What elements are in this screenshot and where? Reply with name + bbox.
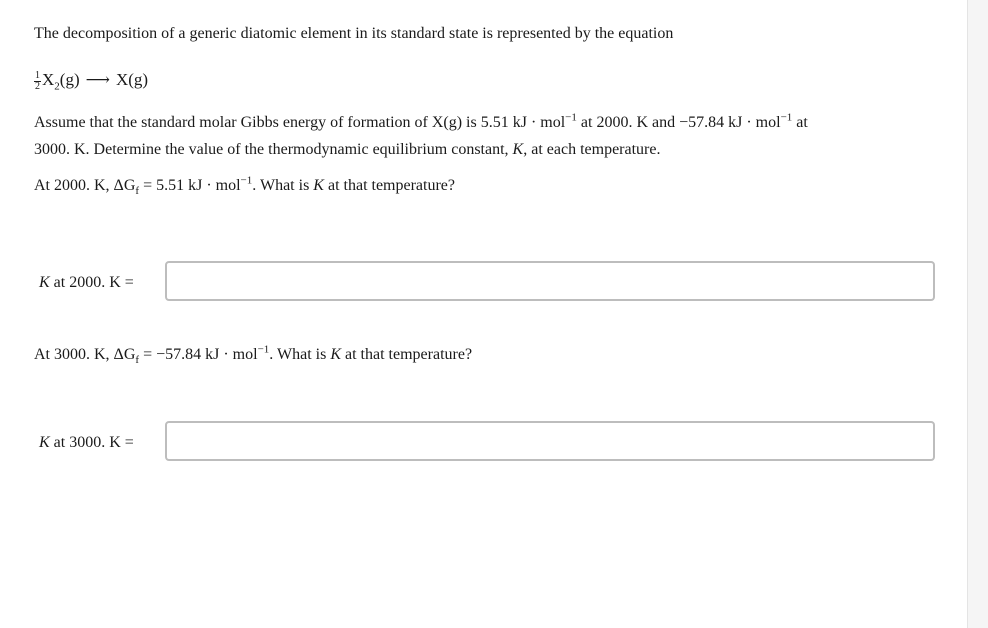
part1-answer-input[interactable] — [165, 261, 935, 301]
part2-answer-input[interactable] — [165, 421, 935, 461]
part1-answer-label: K at 2000. K = — [39, 274, 134, 291]
vertical-scrollbar[interactable] — [967, 0, 988, 628]
part2-prompt: At 3000. K, $\Delta G_f = -57.84$ kJ · mol$^{-1}$. What is K at that temperature? — [34, 343, 473, 367]
coefficient-fraction: $\frac{1}{2}$ — [35, 69, 40, 92]
reaction-equation: $\frac{1}{2}$ $X_2(g)$ ⟶ X(g) — [35, 69, 149, 93]
part2-answer-label: K at 3000. K = — [39, 434, 134, 451]
part1-prompt: At 2000. K, $\Delta G_f = 5.51$ kJ · mol$^{-1}$. What is K at that temperature? — [34, 174, 456, 198]
assumption-text-line2: 3000. K. Determine the value of the thermodynamic equilibrium constant, K, at each temperature. — [34, 141, 661, 158]
reaction-arrow: ⟶ — [85, 70, 110, 89]
intro-text: The decomposition of a generic diatomic element in its standard state is represented by the equation — [34, 25, 674, 42]
assumption-text-line1: Assume that the standard molar Gibbs energy of formation of X(g) is 5.51 kJ · mol$^{-1}$ at 2000. K and −57.84 kJ · mol$^{-1}$ at — [34, 111, 808, 131]
